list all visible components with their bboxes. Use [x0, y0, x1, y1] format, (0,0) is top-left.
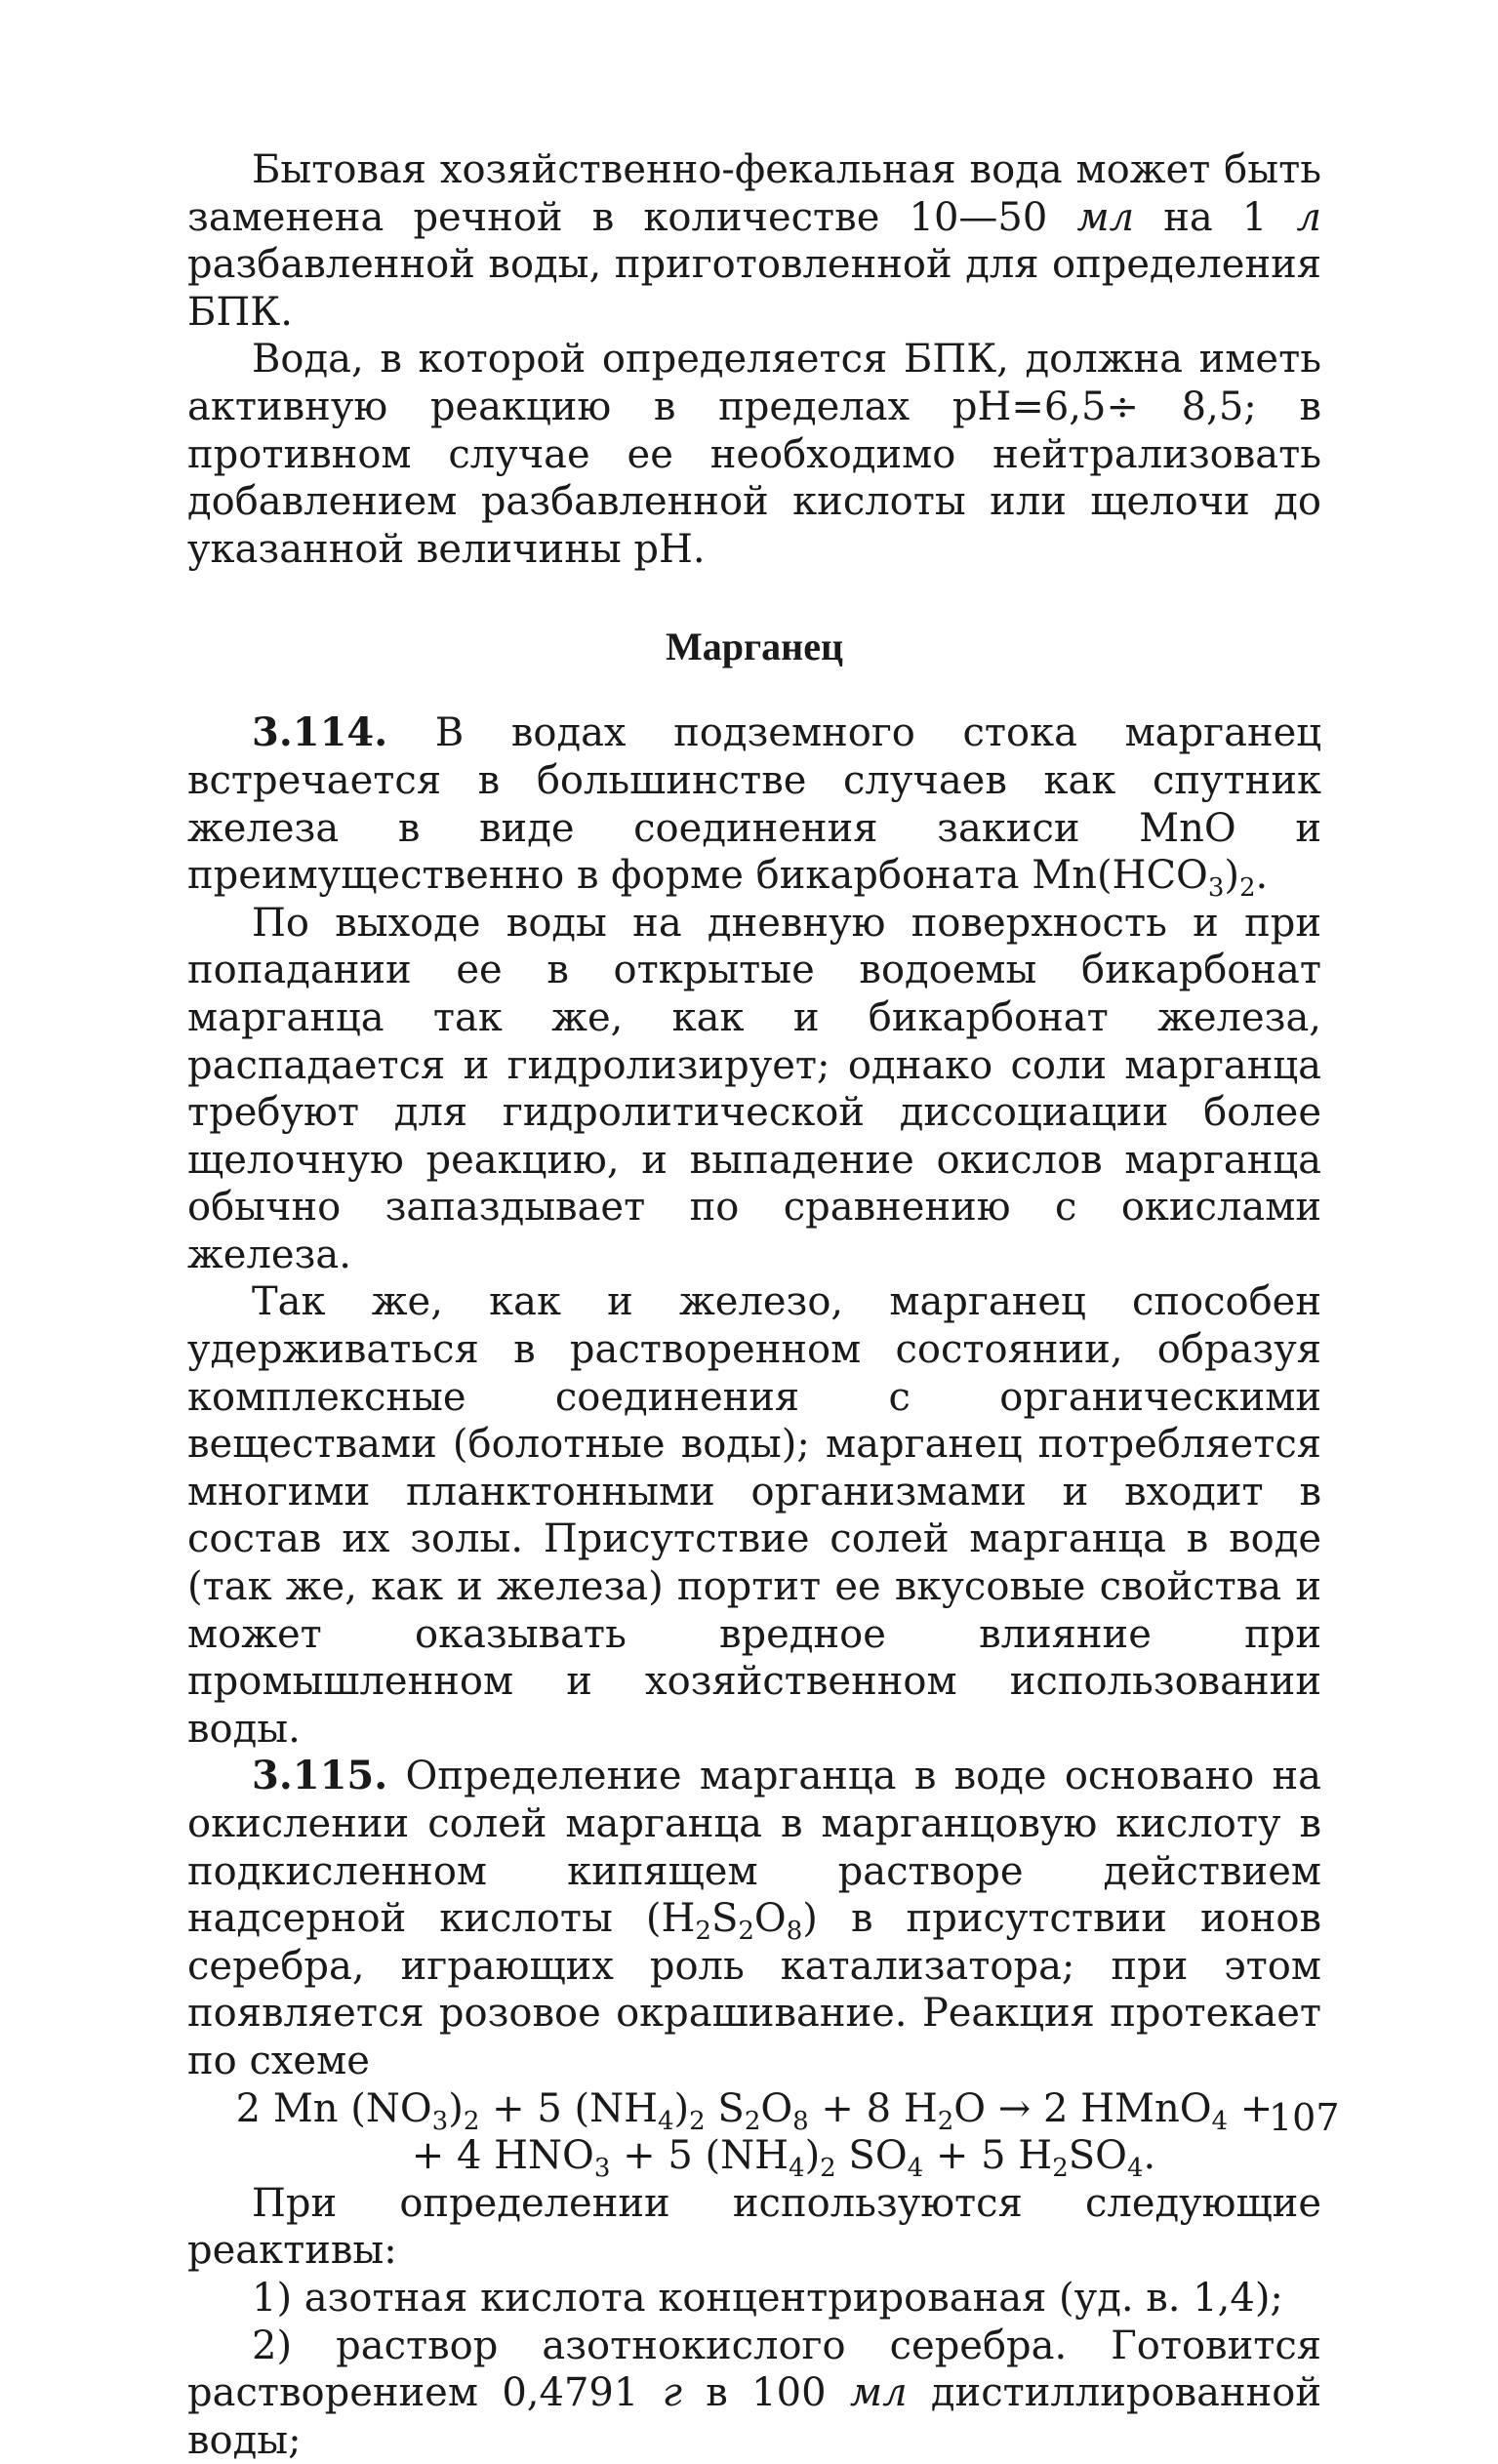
- subscript: 2: [1239, 873, 1256, 904]
- paragraph-intro-2: Вода, в которой определяется БПК, должна иметь активную реакцию в пределах pH=6,5÷ 8,5; в противном случае ее необходимо нейтрализовать добавлением разбавленной кислоты или щелочи до указанной величины pH.: [187, 337, 1321, 572]
- unit-l: л: [1296, 194, 1322, 240]
- text-run: Бытовая хозяйственно-фекальная вода может быть заменена речной в количестве 10—50: [187, 147, 1321, 240]
- unit-ml: мл: [849, 2370, 908, 2416]
- paragraph-number: 3.114.: [252, 709, 388, 756]
- text-run: 2) раствор азотнокислого серебра. Готовится растворением 0,4791: [187, 2323, 1321, 2416]
- page-number: 107: [1269, 2096, 1340, 2139]
- text-run: O: [753, 1896, 787, 1942]
- text-run: разбавленной воды, приготовленной для определения БПК.: [187, 242, 1321, 335]
- paragraph-intro-1: [187, 146, 1321, 336]
- text-run: ): [1224, 853, 1239, 899]
- paragraph-outflow: По выходе воды на дневную поверхность и при попадании ее в открытые водоемы бикарбонат марганца так же, как и бикарбонат железа, распадается и гидролизирует; однако соли марганца требуют для гидролитической диссоциации более щелочную реакцию, и выпадение окислов марганца обычно запаздывает по сравнению с окислами железа.: [187, 900, 1321, 1277]
- text-run: S: [710, 1896, 739, 1942]
- section-heading: Марганец: [665, 625, 843, 669]
- subscript: 3: [1207, 873, 1225, 904]
- subscript: 2: [695, 1917, 711, 1947]
- equation-line-2: + 4 $HNO_3 + 5$ $(NH_4)_2$ $SO_4 + 5$ $H_2SO_4$.: [411, 2133, 1156, 2184]
- paragraph-3-114: [187, 709, 1321, 904]
- reagents-intro: При определении используются следующие реактивы:: [187, 2180, 1321, 2274]
- equation-line-1: 2 Mn $(NO_3)_2 + 5$ $(NH_4)_2$ $S_2O_8 + 8$ $H_2O \to 2$ HMnO$_4$ +: [235, 2085, 1274, 2136]
- paragraph-3-115: [187, 1753, 1321, 2084]
- text-run: в 100: [681, 2370, 850, 2416]
- paragraph-number: 3.115.: [252, 1753, 388, 1799]
- subscript: 2: [738, 1917, 754, 1947]
- text-run: дистиллированной воды;: [187, 2370, 1322, 2463]
- page-body: [187, 146, 1321, 2464]
- reagent-item-1: 1) азотная кислота концентрированая (уд. в. 1,4);: [252, 2275, 1283, 2321]
- text-run: Определение марганца в воде основано на окислении солей марганца в марганцовую кислоту в подкисленном кипящем растворе действием надсерной кислоты (H: [187, 1754, 1321, 1942]
- paragraph-complex: Так же, как и железо, марганец способен удерживаться в растворенном состоянии, образуя комплексные соединения с органическими веществами (болотные воды); марганец потребляется многими планктонными организмами и входит в состав их золы. Присутствие солей марганца в воде (так же, как и железа) портит ее вкусовые свойства и может оказывать вредное влияние при промышленном и хозяйственном использовании воды.: [187, 1279, 1321, 1752]
- unit-ml: мл: [1076, 194, 1135, 240]
- text-run: на 1: [1134, 194, 1297, 240]
- subscript: 8: [786, 1917, 803, 1947]
- unit-g: г: [662, 2370, 682, 2416]
- text-run: .: [1255, 853, 1269, 899]
- text-run: В водах подземного стока марганец встречается в большинстве случаев как спутник железа в виде соединения закиси MnO и преимущественно в форме бикарбоната Mn(HCO: [187, 710, 1321, 899]
- reagent-item-2: [187, 2323, 1321, 2464]
- text-run: ) в присутствии ионов серебра, играющих роль катализатора; при этом появляется розовое окрашивание. Реакция протекает по схеме: [187, 1896, 1322, 2083]
